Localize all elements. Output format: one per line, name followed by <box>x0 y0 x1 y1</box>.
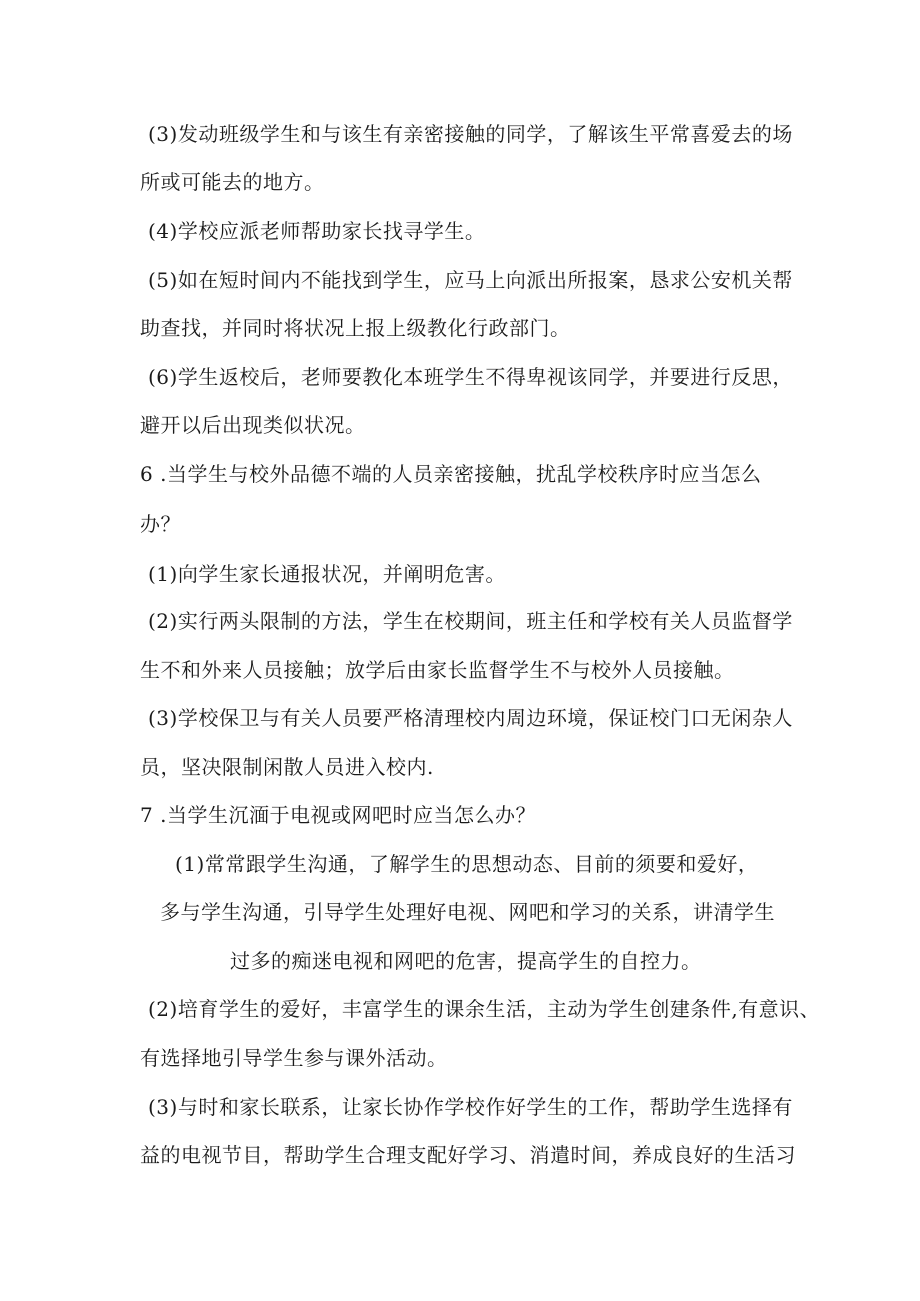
text-line: 生不和外来人员接触；放学后由家长监督学生不与校外人员接触。 <box>140 658 735 682</box>
text-line: (1)常常跟学生沟通，了解学生的思想动态、目前的须要和爱好， <box>175 852 759 876</box>
text-line: (3)发动班级学生和与该生有亲密接触的同学，了解该生平常喜爱去的场 <box>148 122 793 146</box>
text-line: 避开以后出现类似状况。 <box>140 413 366 437</box>
text-line: 6 .当学生与校外品德不端的人员亲密接触，扰乱学校秩序时应当怎么 <box>140 462 762 486</box>
text-line: (3)学校保卫与有关人员要严格清理校内周边环境，保证校门口无闲杂人 <box>148 706 793 730</box>
text-line: 过多的痴迷电视和网吧的危害，提高学生的自控力。 <box>230 949 702 973</box>
text-line: (6)学生返校后，老师要教化本班学生不得卑视该同学，并要进行反思， <box>148 365 793 389</box>
text-line: 所或可能去的地方。 <box>140 170 325 194</box>
text-line: 有选择地引导学生参与课外活动。 <box>140 1046 448 1070</box>
text-line: (1)向学生家长通报状况，并阐明危害。 <box>148 562 506 586</box>
text-line: (5)如在短时间内不能找到学生，应马上向派出所报案，恳求公安机关帮 <box>148 268 793 292</box>
text-line: (2)培育学生的爱好，丰富学生的课余生活，主动为学生创建条件,有意识、 <box>148 997 821 1021</box>
text-line: 多与学生沟通，引导学生处理好电视、网吧和学习的关系，讲清学生 <box>160 900 775 924</box>
text-line: (3)与时和家长联系，让家长协作学校作好学生的工作，帮助学生选择有 <box>148 1095 793 1119</box>
text-line: 7 .当学生沉湎于电视或网吧时应当怎么办？ <box>140 803 536 827</box>
text-line: (4)学校应派老师帮助家长找寻学生。 <box>148 219 486 243</box>
text-line: 员，坚决限制闲散人员进入校内. <box>140 755 434 779</box>
text-line: 办？ <box>140 512 181 536</box>
text-line: 助查找，并同时将状况上报上级教化行政部门。 <box>140 316 571 340</box>
text-line: 益的电视节目，帮助学生合理支配好学习、消遣时间，养成良好的生活习 <box>140 1143 796 1167</box>
text-line: (2)实行两头限制的方法，学生在校期间，班主任和学校有关人员监督学 <box>148 609 793 633</box>
